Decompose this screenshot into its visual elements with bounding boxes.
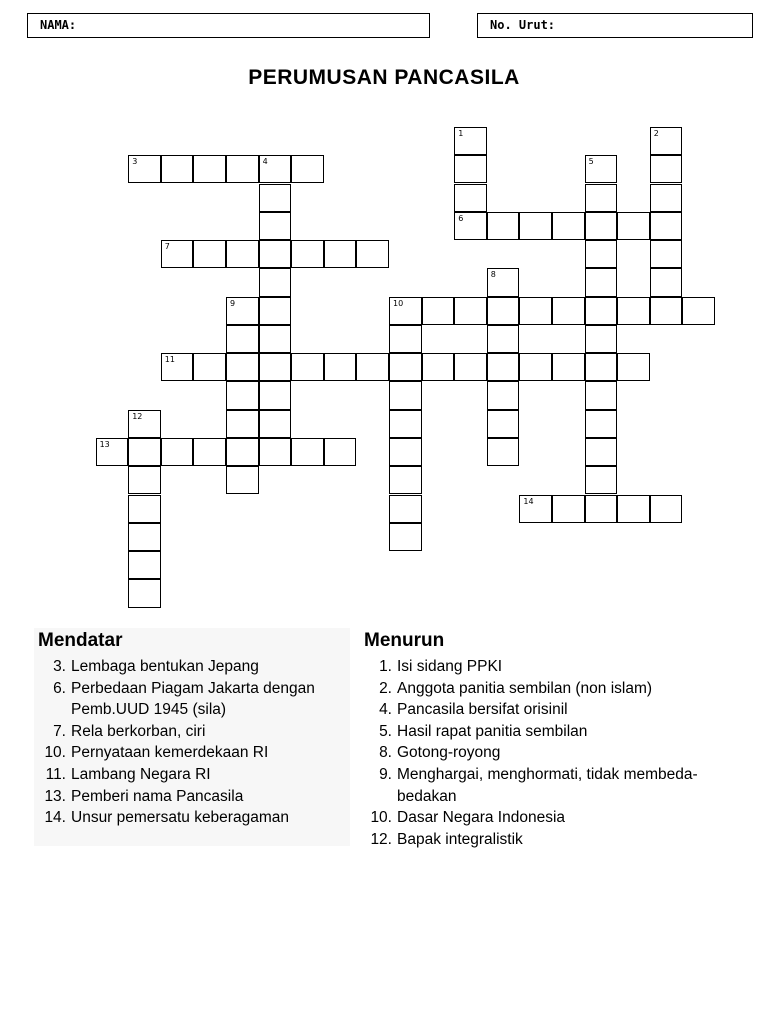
crossword-cell[interactable] [324,438,357,466]
clue-item [360,807,740,829]
crossword-cell[interactable] [193,240,226,268]
crossword-cell[interactable] [585,325,618,353]
across-clues [34,628,350,846]
crossword-cell[interactable] [259,155,292,183]
crossword-cell[interactable] [226,466,259,494]
crossword-cell[interactable] [193,353,226,381]
crossword-cell[interactable] [487,410,520,438]
crossword-cell[interactable] [585,297,618,325]
clue-item [360,678,740,700]
crossword-cell[interactable] [324,240,357,268]
page-title: PERUMUSAN PANCASILA [248,66,520,89]
clue-number: 13. [44,787,66,805]
clue-item [360,764,740,807]
clue-number: 10. [44,744,66,762]
cell-number: 2 [653,129,659,138]
crossword-cell[interactable] [259,353,292,381]
crossword-cell[interactable] [487,381,520,409]
cell-number: 1 [458,129,464,138]
crossword-cell[interactable] [259,438,292,466]
crossword-cell[interactable] [161,353,194,381]
clue-item [360,699,740,721]
crossword-cell[interactable] [226,297,259,325]
clue-number: 10. [370,809,392,827]
crossword-cell[interactable] [650,268,683,296]
clue-item [360,721,740,743]
crossword-cell[interactable] [226,353,259,381]
clue-item [34,764,350,786]
clue-text: Pemberi nama Pancasila [71,787,244,805]
crossword-cell[interactable] [454,353,487,381]
crossword-cell[interactable] [389,353,422,381]
down-heading: Menurun [364,630,445,651]
crossword-cell[interactable] [650,212,683,240]
crossword-cell[interactable] [128,579,161,607]
crossword-cell[interactable] [519,495,552,523]
crossword-cell[interactable] [128,495,161,523]
crossword-cell[interactable] [519,297,552,325]
crossword-cell[interactable] [259,297,292,325]
crossword-cell[interactable] [291,155,324,183]
down-clues [360,628,740,850]
crossword-cell[interactable] [389,325,422,353]
cell-number: 9 [230,298,236,308]
crossword-cell[interactable] [389,523,422,551]
cell-number: 12 [132,411,143,421]
cell-number: 5 [588,157,594,167]
crossword-cell[interactable] [487,268,520,296]
crossword-cell[interactable] [389,438,422,466]
clue-text: Rela berkorban, ciri [71,722,206,740]
crossword-cell[interactable] [226,410,259,438]
crossword-cell[interactable] [617,297,650,325]
crossword-cell[interactable] [128,438,161,466]
across-heading: Mendatar [38,630,123,651]
crossword-cell[interactable] [585,466,618,494]
crossword-cell[interactable] [96,438,129,466]
clue-number: 12. [370,830,392,848]
crossword-cell[interactable] [454,155,487,183]
crossword-cell[interactable] [128,466,161,494]
cell-number: 3 [132,157,138,167]
clue-item [34,786,350,808]
clue-text: Hasil rapat panitia sembilan [397,722,588,740]
crossword-cell[interactable] [422,297,455,325]
crossword-cell[interactable] [128,155,161,183]
clue-number: 2. [379,679,392,697]
crossword-cell[interactable] [682,297,715,325]
crossword-cell[interactable] [585,438,618,466]
clue-item [360,656,740,678]
clue-text: Pancasila bersifat orisinil [397,701,568,719]
clue-number: 7. [53,722,66,740]
clue-item [360,829,740,851]
down-clue-list [360,656,740,850]
crossword-cell[interactable] [193,155,226,183]
crossword-cell[interactable] [585,353,618,381]
crossword-cell[interactable] [487,212,520,240]
clue-number: 11. [45,765,66,783]
crossword-cell[interactable] [650,155,683,183]
crossword-cell[interactable] [259,325,292,353]
crossword-cell[interactable] [259,410,292,438]
crossword-cell[interactable] [617,495,650,523]
clue-text: Lembaga bentukan Jepang [71,658,259,675]
crossword-cell[interactable] [454,297,487,325]
clue-number: 9. [379,765,392,783]
crossword-cell[interactable] [291,438,324,466]
crossword-cell[interactable] [422,353,455,381]
crossword-cell[interactable] [552,353,585,381]
clue-text: Menghargai, menghormati, tidak membeda-bedakan [397,765,698,805]
cell-number: 8 [490,270,496,280]
crossword-cell[interactable] [161,240,194,268]
crossword-cell[interactable] [454,212,487,240]
clue-number: 8. [379,744,392,762]
crossword-cell[interactable] [161,155,194,183]
clue-text: Lambang Negara RI [71,765,211,783]
number-label: No. Urut: [490,18,556,32]
cell-number: 7 [164,242,170,252]
crossword-cell[interactable] [454,184,487,212]
crossword-cell[interactable] [389,410,422,438]
crossword-cell[interactable] [389,297,422,325]
crossword-cell[interactable] [585,381,618,409]
crossword-cell[interactable] [487,325,520,353]
cell-number: 10 [393,298,404,308]
cell-number: 11 [164,355,175,365]
crossword-cell[interactable] [226,240,259,268]
crossword-cell[interactable] [585,184,618,212]
clue-text: Unsur pemersatu keberagaman [71,809,289,827]
crossword-cell[interactable] [552,495,585,523]
clue-number: 6. [53,679,66,697]
clue-text: Bapak integralistik [397,830,523,848]
cell-number: 4 [262,157,268,167]
clue-text: Perbedaan Piagam Jakarta dengan Pemb.UUD 1945 (sila) [71,679,315,719]
crossword-cell[interactable] [650,184,683,212]
crossword-cell[interactable] [487,438,520,466]
crossword-cell[interactable] [226,325,259,353]
cell-number: 14 [523,496,534,506]
crossword-cell[interactable] [291,353,324,381]
crossword-cell[interactable] [259,240,292,268]
crossword-cell[interactable] [259,184,292,212]
crossword-cell[interactable] [650,127,683,155]
clue-item [34,656,350,678]
crossword-cell[interactable] [585,155,618,183]
crossword-cell[interactable] [259,212,292,240]
clue-number: 5. [379,722,392,740]
name-label: NAMA: [40,18,77,32]
clue-text: Dasar Negara Indonesia [397,809,566,827]
crossword-cell[interactable] [519,212,552,240]
clue-item [34,678,350,721]
crossword-cell[interactable] [128,410,161,438]
crossword-cell[interactable] [519,353,552,381]
clue-item [34,807,350,829]
across-clue-list [34,656,350,829]
crossword-cell[interactable] [585,495,618,523]
crossword-cell[interactable] [128,551,161,579]
crossword-cell[interactable] [128,523,161,551]
clue-text: Pernyataan kemerdekaan RI [71,744,269,762]
crossword-cell[interactable] [617,212,650,240]
cell-number: 13 [99,439,110,449]
clue-number: 4. [379,701,392,719]
crossword-cell[interactable] [487,297,520,325]
crossword-cell[interactable] [585,410,618,438]
crossword-cell[interactable] [193,438,226,466]
clue-item [360,742,740,764]
crossword-cell[interactable] [650,495,683,523]
clue-text: Anggota panitia sembilan (non islam) [397,679,653,697]
crossword-cell[interactable] [487,353,520,381]
clue-item [34,742,350,764]
clue-number: 14. [44,809,66,827]
crossword-cell[interactable] [226,155,259,183]
crossword-cell[interactable] [356,353,389,381]
crossword-cell[interactable] [585,268,618,296]
clue-text: Gotong-royong [397,744,501,762]
crossword-cell[interactable] [552,297,585,325]
crossword-cell[interactable] [389,466,422,494]
crossword-cell[interactable] [389,381,422,409]
crossword-cell[interactable] [226,381,259,409]
clue-text: Isi sidang PPKI [397,658,503,675]
crossword-cell[interactable] [356,240,389,268]
clue-item [34,721,350,743]
crossword-cell[interactable] [324,353,357,381]
crossword-cell[interactable] [389,495,422,523]
crossword-cell[interactable] [650,297,683,325]
crossword-cell[interactable] [259,268,292,296]
crossword-cell[interactable] [226,438,259,466]
crossword-cell[interactable] [161,438,194,466]
crossword-cell[interactable] [552,212,585,240]
cell-number: 6 [458,213,464,223]
crossword-cell[interactable] [259,381,292,409]
clue-number: 3. [53,658,66,675]
crossword-cell[interactable] [585,240,618,268]
crossword-cell[interactable] [585,212,618,240]
crossword-cell[interactable] [454,127,487,155]
crossword-cell[interactable] [617,353,650,381]
crossword-cell[interactable] [650,240,683,268]
clue-number: 1. [379,658,392,675]
crossword-cell[interactable] [291,240,324,268]
